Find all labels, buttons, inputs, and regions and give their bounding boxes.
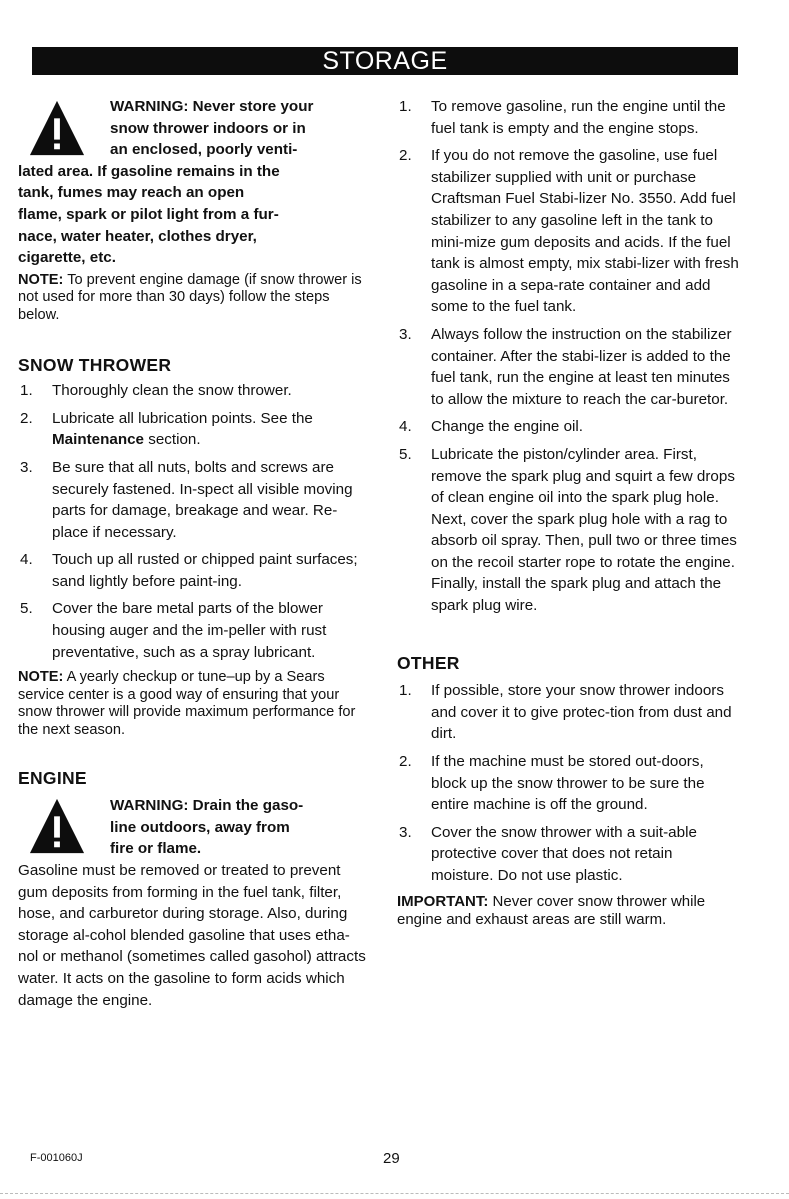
- section-title-snow-thrower: SNOW THROWER: [18, 354, 172, 375]
- engine-steps: [397, 96, 739, 617]
- warning-line: line outdoors, away from: [110, 818, 290, 836]
- important-label: IMPORTANT:: [397, 892, 489, 910]
- item-text: Lubricate all lubrication points. See the: [52, 409, 313, 427]
- list-item: [397, 324, 739, 410]
- note-label: NOTE:: [18, 669, 64, 686]
- warning-line: snow thrower indoors or in: [110, 119, 306, 137]
- list-item: [18, 549, 370, 592]
- item-text: Always follow the instruction on the stabilizer container. After the stabi-lizer is added to the fuel tank, run the engine at least ten minutes to allow the mixture to reach the car-buretor.: [431, 325, 732, 408]
- item-number: 2.: [20, 409, 33, 427]
- item-text: section.: [144, 431, 201, 449]
- item-text: If you do not remove the gasoline, use fuel stabilizer supplied with unit or purchase Craftsman Fuel Stabi-lizer No. 3550. Add fuel stabilizer to any gasoline left in the tank to mini-mize gum deposits and acids. If the fuel tank is almost empty, mix stabi-lizer with fresh gasoline in a sepa-rate container and add some to the fuel tank.: [431, 147, 739, 316]
- warning-line: WARNING: Drain the gaso-: [110, 797, 304, 815]
- section-title-other: OTHER: [397, 652, 460, 673]
- warning-triangle-icon: [28, 99, 86, 157]
- list-item: [18, 457, 370, 543]
- note-engine-damage: [18, 272, 370, 325]
- section-banner: STORAGE: [32, 47, 738, 75]
- list-item: [18, 598, 370, 663]
- item-number: 2.: [399, 147, 412, 165]
- right-column: [397, 96, 739, 930]
- item-number: 4.: [20, 551, 33, 569]
- list-item: [18, 408, 370, 451]
- item-text: If possible, store your snow thrower indoors and cover it to give protec-tion from dust and dirt.: [431, 682, 732, 743]
- bottom-divider: [0, 1193, 789, 1194]
- section-title-engine: ENGINE: [18, 767, 87, 788]
- item-number: 2.: [399, 753, 412, 771]
- item-text: Thoroughly clean the snow thrower.: [52, 382, 292, 400]
- engine-paragraph: Gasoline must be removed or treated to prevent gum deposits from forming in the fuel tank, filter, hose, and carburetor during storage. Also, during storage al-cohol blended gasoline that uses etha-nol or methanol (sometimes called gasohol) attracts water. It acts on the gasoline to form acids which damage the engine.: [18, 862, 366, 1009]
- item-text: Be sure that all nuts, bolts and screws are securely fastened. In-spect all visible moving parts for damage, breakage and wear. Re-place if necessary.: [52, 458, 353, 541]
- list-item: [397, 416, 739, 438]
- item-text: Cover the snow thrower with a suit-able protective cover that does not retain moisture. Do not use plastic.: [431, 823, 697, 884]
- item-number: 1.: [20, 382, 33, 400]
- warning-line: fire or flame.: [110, 840, 202, 858]
- list-item: [397, 145, 739, 318]
- snow-thrower-steps: [18, 380, 370, 663]
- item-text: To remove gasoline, run the engine until the fuel tank is empty and the engine stops.: [431, 98, 726, 137]
- list-item: [397, 751, 739, 816]
- list-item: [397, 822, 739, 887]
- item-number: 3.: [399, 325, 412, 343]
- warning-line: WARNING: Never store your: [110, 98, 314, 115]
- warning-block-storage: [18, 96, 370, 269]
- warning-block-drain: [18, 795, 370, 860]
- warning-line: lated area. If gasoline remains in the: [18, 162, 280, 180]
- item-text: Change the engine oil.: [431, 418, 583, 436]
- item-number: 3.: [399, 823, 412, 841]
- important-note: [397, 893, 739, 930]
- item-number: 4.: [399, 418, 412, 436]
- other-steps: [397, 680, 739, 886]
- document-code: F-001060J: [30, 1152, 83, 1164]
- item-number: 3.: [20, 458, 33, 476]
- warning-line: tank, fumes may reach an open: [18, 184, 245, 202]
- maintenance-reference: Maintenance: [52, 431, 144, 449]
- item-number: 1.: [399, 682, 412, 700]
- item-number: 5.: [20, 600, 33, 618]
- note-label: NOTE:: [18, 271, 64, 288]
- important-text: Never cover snow thrower while engine and exhaust areas are still warm.: [397, 892, 706, 929]
- note-text: To prevent engine damage (if snow thrower is not used for more than 30 days) follow the steps below.: [18, 271, 362, 323]
- warning-line: flame, spark or pilot light from a fur-: [18, 205, 279, 223]
- warning-line: cigarette, etc.: [18, 249, 116, 267]
- note-yearly-checkup: [18, 669, 370, 739]
- item-text: If the machine must be stored out-doors, block up the snow thrower to be sure the entire machine is off the ground.: [431, 753, 705, 814]
- list-item: [18, 380, 370, 402]
- list-item: [397, 444, 739, 617]
- warning-line: nace, water heater, clothes dryer,: [18, 227, 257, 245]
- item-text: Lubricate the piston/cylinder area. First, remove the spark plug and squirt a few drops of clean engine oil into the spark plug hole. Next, cover the spark plug hole with a rag to absorb oil spray. Then, pull two or three times on the recoil starter rope to rotate the engine. Finally, install the spark plug and attach the spark plug wire.: [431, 445, 737, 615]
- item-text: Cover the bare metal parts of the blower housing auger and the im-peller with rust preventative, such as a spray lubricant.: [52, 600, 327, 661]
- note-text: A yearly checkup or tune–up by a Sears service center is a good way of ensuring that your snow thrower will provide maximum performance for the next season.: [18, 669, 356, 739]
- item-text: Touch up all rusted or chipped paint surfaces; sand lightly before paint-ing.: [52, 551, 358, 590]
- item-number: 5.: [399, 445, 412, 463]
- list-item: [397, 680, 739, 745]
- list-item: [397, 96, 739, 139]
- item-number: 1.: [399, 98, 412, 115]
- page-number: 29: [383, 1150, 400, 1167]
- warning-triangle-icon: [28, 797, 86, 855]
- warning-line: an enclosed, poorly venti-: [110, 141, 298, 159]
- left-column: [18, 96, 370, 1011]
